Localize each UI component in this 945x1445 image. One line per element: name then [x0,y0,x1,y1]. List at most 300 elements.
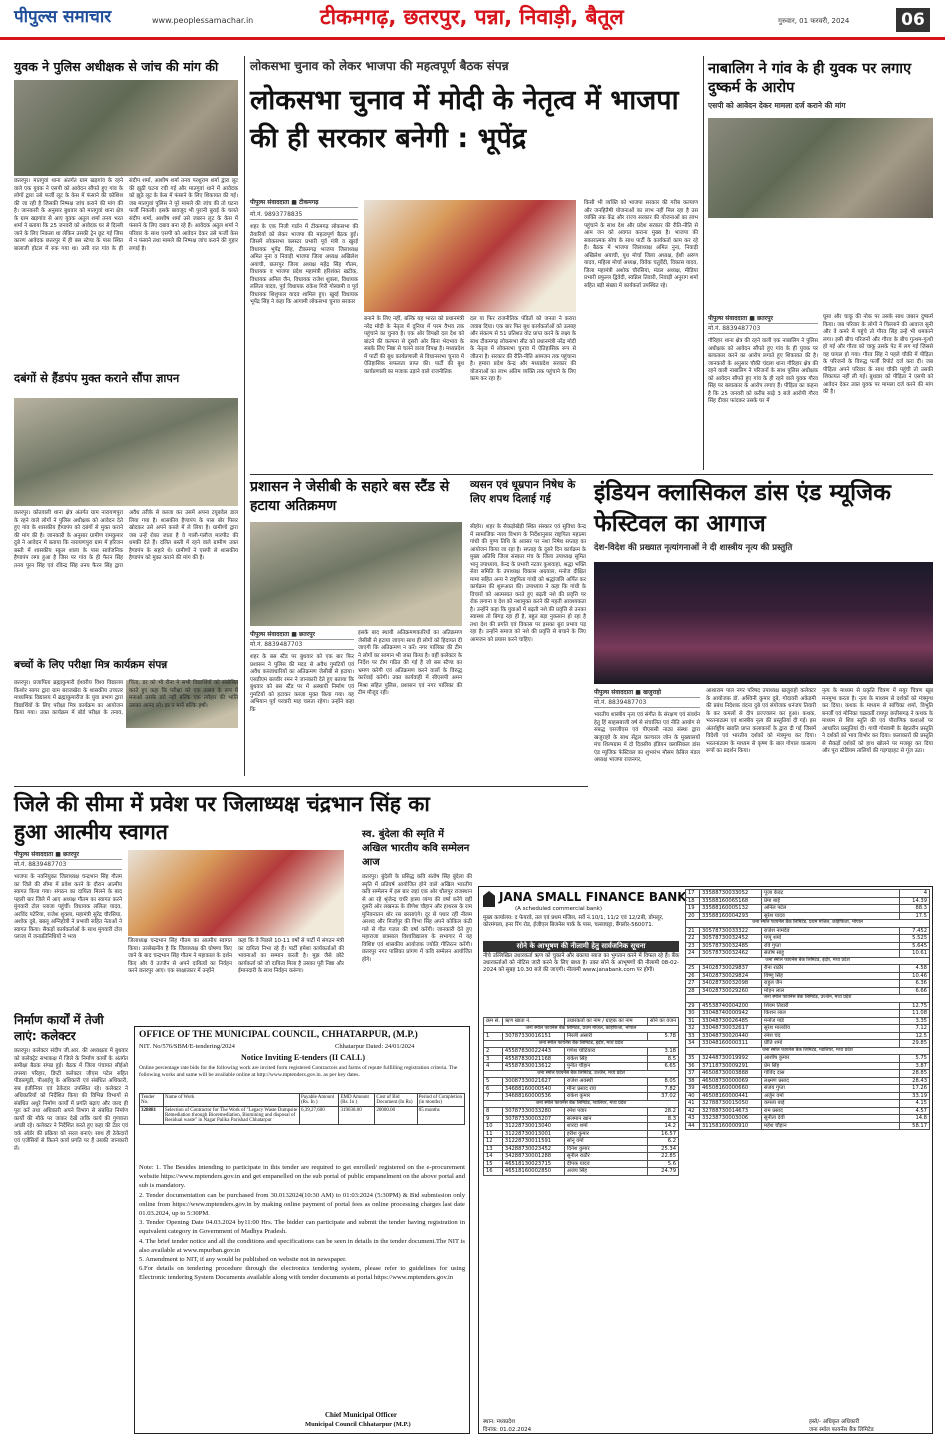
cell: 17.5 [900,912,930,920]
cell: प्रीति शर्मा [762,1040,900,1048]
branch-address: जना स्मॉल फायनेंस बैंक लिमिटेड, प्रथम मंजिल, कोहेफिजा, भोपाल [686,920,930,928]
tender-notes: Note: 1. The Besides intending to participate in this tender are required to get enrolled/ registered on the e-procurement website https://www.mptenders.gov.in and get empanelled on the sub portal of public empanelment on the above portal and sub is mandatory. 2. Tender documentation can be purchased from 30.0132024(10:30 AM) to 01:03:2024 (5:30PM) & Bid submission only online from https://www.mptenders.gov.in by making online payment of portal fees as online processing charges last date 01.03.2024, up to 5:30PM. 3. Tender Opening Date 04.03.2024 by11:00 Hrs. The bidder can participate and submit the tender having registration in equivalent category in Government of Madhya Pradesh. 4. The brief tender notice and all the conditions and specifications can be seen in details in the tender document.The NIT is also available at www.mpurban.gov.in 5. Amendment to NIT, if any would be published on website not in newspaper. 6.For details on tendering procedure through the electronics tendering system, please refer to guidelines for using Electronic tendering System Documents available along with tender documents at portal https://www.mptenders.gov.in [139,1164,465,1282]
tender-notice [134,1026,470,1434]
table-row [686,890,930,898]
cell: 38 [686,1077,700,1085]
cell: किशन लाल [762,1010,900,1018]
branch-row [686,995,930,1003]
cell: 5.75 [900,1055,930,1063]
table-row [686,980,930,988]
cell: 35 [686,1055,700,1063]
cell: 4.15 [900,1100,930,1108]
cell: सुनीता देवी [762,1115,900,1123]
cell: 14.8 [900,1115,930,1123]
cell: राहुल जैन [762,980,900,988]
cell: अनिल पटेल [762,905,900,913]
branch-row [686,920,930,928]
branch-row [484,1070,679,1078]
bank-table-header [484,1018,679,1026]
cell: 30578730032462 [700,950,762,958]
table-row [686,1025,930,1033]
branch-address: जना स्मॉल फायनेंस बैंक लिमिटेड, इंदौर, मध्य प्रदेश [484,1040,679,1048]
kicker: एसपी को आवेदन देकर मामला दर्ज कराने की मांग [708,101,846,110]
cell: 6.66 [900,987,930,995]
cell: अजय सिंह [564,1168,647,1176]
cell: शिवम तिवारी [762,1002,900,1010]
cell: 34688160000540 [502,1085,564,1093]
headline: युवक ने पुलिस अधीक्षक से जांच की मांग की [14,59,219,74]
cell: 33588730033052 [700,890,762,898]
cell: 20000.00 [375,1107,417,1125]
col-header: क्रम सं. [484,1018,503,1026]
cell: 10 [484,1123,503,1131]
mobile-number: मो.नं. 9893778835 [250,210,358,220]
cell: 21 [686,927,700,935]
cell: 18 [686,897,700,905]
cell: 46508160000660 [700,1085,762,1093]
cell: गणेश चोटियारा [564,1048,647,1056]
lead-body-2: बनाने के लिए नहीं, बल्कि यह भारत को प्रधानमंत्री नरेंद्र मोदी के नेतृत्व में दुनिया में परम वैभव तक पहुंचाने का चुनाव है। एक ओर विपक्षी दल देश को बांटने की कल्पना से दूसरी ओर बिना भेदभाव के सबके लिए निष्ठा से चलने वाला विपक्ष है। मध्यप्रदेश में पार्टी की बूथ कार्यप्रणाली से विधानसभा चुनाव में ऐतिहासिक सफलता प्राप्त की। पार्टी की बूथ कार्यप्रणाली का मजाक उड़ाने वाले राजनीतिक [364,316,464,375]
headline: निर्माण कार्यों में तेजी लाएं: कलेक्टर [14,1013,104,1043]
table-row [686,1040,930,1048]
cell: 46518130023715 [502,1160,564,1168]
story-body: छतरपुर। कलेक्टर संदीप जी.आर. की अध्यक्षता में बुधवार को कलेक्ट्रेट सभाकक्ष में जिले के निर्माण कार्यों के अंतर्गत समीक्षा बैठक संपन्न हुई। बैठक में जिला पंचायत सीईओ तपस्या परिहार, डिप्टी कलेक्टर जीएस पटेल सहित पीडब्ल्यूडी, पीआईयू के अधिकारी एवं संबंधित अधिकारी, सब इंजीनियर एवं ठेकेदार उपस्थित रहे। कलेक्टर ने अधिकारियों को निर्देशित किया की विभिन्न विभागों से संबंधित अधूरे निर्माण कार्यों में प्रगति बढ़ाए और जल्द ही पूरा करें तथा अधिकारी अपने विभाग से संबंधित निर्माण कार्यों की मौके पर जाकर देखें ताकि कार्य की गुणवत्ता अच्छी रहे। कलेक्टर ने निर्देशित करते हुए कहा की टेंडर एवं वर्क ऑर्डर की प्रक्रिया को सरल बनाएं। साथ ही ठेकेदारों एवं एजेंसियों से कितने कार्य प्रगति पर हैं उसकी जानकारी लें। [14,1048,128,1152]
headline: नाबालिग ने गांव के ही युवक पर लगाए दुष्कर्म के आरोप [708,61,912,96]
cell: 3.18 [648,1048,679,1056]
story-poet-meet-column [362,828,472,1024]
mobile-number: मो.नं. 8839487703 [250,640,354,650]
section-divider [14,786,588,787]
cell: शारदा शर्मा [564,1123,647,1131]
cell: 27 [686,980,700,988]
tender-title: OFFICE OF THE MUNICIPAL COUNCIL, CHHATARPUR, (M.P.) [139,1030,418,1040]
bank-name: JANA SMALL FINANCE BANK [499,890,687,904]
table-row [484,1078,679,1086]
cell: 20 [686,912,700,920]
table-row [686,935,930,943]
cell: लक्ष्मण प्रसाद [762,1077,900,1085]
cell: 32788730015050 [700,1100,762,1108]
cell: 46508730000069 [700,1077,762,1085]
story-body-2: इसके बाद स्थायी अतिक्रमणकारियों का अतिक्रमण जेसीबी से हटाया जाएगा साथ ही लोगों को हिदायत दी जाएगी कि अतिक्रमण न करें। नगर पालिका की टीम ने लोगों का सामान भी जब्त किया है। वहीं कलेक्टर के निर्देश पर टीम गठित की गई है जो बस स्टैण्ड का भ्रमण करेगी एवं अतिक्रमण करने वालों के विरुद्ध कार्रवाई करेगी। उक्त कार्यवाही में सीएसपी अमन मिश्रा सहित पुलिस, प्रशासन एवं नगर पालिका की टीम मौजूद रही। [358,630,462,696]
header-cell: Name of Work [164,1094,300,1107]
photo-welcome [128,850,344,936]
cell: 16.57 [648,1130,679,1138]
table-row [484,1093,679,1101]
cell: 13 [484,1145,503,1153]
cell: 3 [484,1055,503,1063]
cell: 12 [484,1138,503,1146]
cell: 4.57 [900,1107,930,1115]
cell: 6.65 [648,1063,679,1071]
cell: 37.02 [648,1093,679,1101]
table-row [484,1085,679,1093]
cell: 16 [484,1168,503,1176]
bank-footer-sign-2: जना स्मॉल फायनेंस बैंक लिमिटेड [809,1427,874,1433]
cell: 44 [686,1122,700,1130]
cell: 30 [686,1010,700,1018]
table-row [484,1115,679,1123]
table-row [484,1033,679,1041]
tender-nit: NIT. No/576/SBM/E-tendering/2024 [139,1043,235,1050]
cell: 6,39,27,600 [300,1107,339,1125]
cell: 17.26 [900,1085,930,1093]
cell: सोनू वर्मा [564,1138,647,1146]
bank-auction-notice [478,886,933,1434]
table-row [484,1153,679,1161]
branch-address: जना स्मॉल फायनेंस बैंक लिमिटेड, उज्जैन, मध्य प्रदेश [686,995,930,1003]
cell: 45587830021168 [502,1055,564,1063]
cell: निरली अंसारी [564,1033,647,1041]
story-body-1: भारतीय शास्त्रीय नृत्य एवं संगीत के संरक्षण एवं संवर्धन हेतु हिं साहसबाजी वर्ष से संचालित एवं नीति आयोग से संबद्ध एसजीएस एवं पीएससी नाट्य संस्था द्वारा खजुराहो के साथ सेंट्रल कल्चरल जोन के मुख्यालयों मंच शिल्पग्राम में दो दिवसीय इंडियन क्लासिकल डांस एंड म्यूजिक फेस्टिवल का शुभारंभ मौसम केबिल मंडल अध्यक्ष भाजपा राजनगर, [594,712,700,763]
cell: 31228730013001 [502,1130,564,1138]
branch-address: जना स्मॉल फायनेंस बैंक लिमिटेड, ग्वालियर, मध्य प्रदेश [484,1100,679,1108]
cell: 34028730029837 [700,965,762,973]
cell: 30578730032452 [700,935,762,943]
cell: 11 [484,1130,503,1138]
cell: आशीष कुमार [762,1055,900,1063]
cell: पूजा केवट [762,890,900,898]
cell: 5.6 [648,1160,679,1168]
section-divider [250,474,933,475]
story-minor-allegation [708,60,933,470]
cell: रमेश चंद [762,1032,900,1040]
cell: 05 months [417,1107,464,1125]
cell: 29 [686,1002,700,1010]
branch-address: जना स्मॉल फायनेंस बैंक लिमिटेड, उज्जैन, मध्य प्रदेश [484,1070,679,1078]
column-divider [244,56,245,776]
table-row [686,927,930,935]
cell: 43 [686,1115,700,1123]
cell: मोहन लाल [762,987,900,995]
cell: 33048730032617 [700,1025,762,1033]
cell: 22 [686,935,700,943]
story-body-2: घुसा और चाकू की नोक पर उसके साथ जबरन दुष्कर्म किया। जब परिवार के लोगों ने चिल्लाने की आवाज सुनी और वे कमरे में पहुंचे तो गौरव सिंह उन्हें भी धमकाने लगा। इसी बीच परिजनों और गौरव के बीच गुत्थम-गुत्थी हो गई और गौरव को चाकू उसके पेट में लग गई जिससे वह घायल हो गया। गौरव सिंह ने पहले चौकी में पीड़िता के परिजनों के विरुद्ध फर्जी रिपोर्ट दर्ज करा दी। जब पीड़िता अपने परिवार के साथ चौकी पहुंची तो उसकी शिकायत नहीं ली गई। बुधवार को पीड़िता ने एसपी को आवेदन देकर उक्त युवक पर मामला दर्ज करने की मांग की है। [823,314,933,395]
cell: गोविंद दास [762,1070,900,1078]
table-row [686,1055,930,1063]
cell: 4.58 [900,965,930,973]
cell: 33238730003006 [700,1115,762,1123]
cell: 8 [484,1108,503,1116]
cell: 46518160002850 [502,1168,564,1176]
branch-row [484,1040,679,1048]
cell: 32 [686,1025,700,1033]
cell: 88.3 [900,905,930,913]
cell: 36 [686,1062,700,1070]
photo-villagers [14,398,238,506]
cell: 34688160000536 [502,1093,564,1101]
story-body-2: आशाराम पाल नगर परिषद उपाध्यक्ष खजुराहो कलेक्टर के आयोजक डॉ. अश्विनी कुमार दुबे, गोदावरी अकेडमी की प्रबंध निदेशक वंदना दुबे एवं संयोजक धनंजय तिवारी के कर कमलों से दीप प्रज्ज्वलन कर हुआ। कथक, भरतनाट्यम एवं शास्त्रीय नृत्य की प्रस्तुतियां दी गई। इस अंतर्राष्ट्रीय ख्याति प्राप्त कलाकारों के द्वारा दी गई जिसमें विदेशी एवं भारतीय दर्शकों को मंत्रमुग्ध कर दिया। भरतनाट्यम के माध्यम से कृष्ण के बाल गोपाल वात्सल्य रूपों का प्रदर्शन किया। [706,688,816,754]
cell: 14.39 [900,897,930,905]
bank-table-left [483,1017,679,1176]
branch-row [686,1047,930,1055]
branch-row [484,1025,679,1033]
cell: पप्पू शर्मा [762,935,900,943]
cell: 12.75 [900,1002,930,1010]
headline: इंडियन क्लासिकल डांस एंड म्यूजिक फेस्टिवल का आगाज [594,480,891,537]
cell: 25 [686,965,700,973]
cell: 7.12 [900,1025,930,1033]
cell: 15 [484,1160,503,1168]
bank-notice-body: नीचे उल्लिखित उधारकर्ता ऋण को चुकाने और बकाया ब्याज का भुगतान करने में विफल रहे हैं। बैंक उधारकर्ताओं को नोटिस जारी करने के लिए बाध्य है। उक्त सोने के आभूषणों की नीलामी 08-02-2024 को सुबह 10.30 बजे की जाएगी। नीलामी www.janabank.com पर होगी। [483,953,679,973]
cell: सलमान खान [564,1115,647,1123]
story-body-1: शहर के बस स्टैंड पर बुधवार को एक बार फिर प्रशासन ने पुलिस की मदद से अवैध गुमटियों एवं अवैध कब्जाधारियों का अतिक्रमण जेसीबी से हटाया। एसडीएम बलवीर रमन ने जानकारी देते हुए बताया कि बुधवार को बस स्टैंड पर में अस्थायी निर्माण एवं गुमटियों को हटाकर कब्जा मुक्त किया गया। यह अभियान पूर्व परवारी माह चलता रहेगा। उन्होंने कहा कि [250,654,354,713]
story-collector [14,1012,128,1432]
cell: 4 [900,890,930,898]
cell: 7.452 [900,927,930,935]
cell: संतोष साहू [762,950,900,958]
cell: 33048730020440 [700,1032,762,1040]
tender-table-row [140,1107,465,1125]
cell: दीपक यादव [564,1160,647,1168]
cell: 32448730019992 [700,1055,762,1063]
headline: स्व. बुंदेला की स्मृति में अखिल भारतीय कवि सम्मेलन आज [362,829,470,868]
cell: 5.645 [900,942,930,950]
cell: राजेश नामदेव [762,927,900,935]
bank-office: मुख्य कार्यालय: द फेयरवे, तल एवं प्रथम मंजिल, सर्वे नं.10/1, 11/2 एवं 12/2बी, डोमलूर, कोरमंगला, इनर रिंग रोड, ईजीएल बिजनेस पार्क के पास, चल्लाघट्टा, बैंगलोर-560071. [483,915,664,928]
byline: पीपुल्स संवाददाता ■ छतरपुर [14,850,122,860]
cell: महेश चौहान [762,1122,900,1130]
cell: 1 [484,1033,503,1041]
branch-row [686,957,930,965]
table-row [686,1032,930,1040]
cell: Selection of Contractor for The Work of "Legacy Waste Dumpsite Remediation through Bioremediation, Biomining and disposal of Residual waste" in Nagar Palika Parishad Chhatarpur [164,1107,300,1125]
cell: 2 [484,1048,503,1056]
cell: 11.08 [900,1010,930,1018]
cell: प्रेम सिंह [762,1062,900,1070]
cell: हरीश कुमार [564,1130,647,1138]
cell: संजय गुप्ता [762,1085,900,1093]
cell: सुरेश मालवीय [762,1025,900,1033]
cell: 30087330021627 [502,1078,564,1086]
kicker: देश-विदेश की प्रख्यात नृत्यांगनाओं ने दी शास्त्रीय नृत्य की प्रस्तुति [594,543,793,553]
table-row [686,1062,930,1070]
cell: रीना राठौर [762,965,900,973]
bank-subtitle: (A scheduled commercial bank) [515,906,603,912]
byline: पीपुल्स संवाददाता ■ छतरपुर [708,314,818,324]
table-row [484,1145,679,1153]
cell: 33.19 [900,1092,930,1100]
cell: 28 [686,987,700,995]
cell: 40 [686,1092,700,1100]
cell: 37 [686,1070,700,1078]
cell: 32788730014673 [700,1107,762,1115]
col-header: सोने का वजन [648,1018,679,1026]
cell: 328881 [140,1107,164,1125]
tender-table [139,1093,465,1125]
column-divider [703,56,704,470]
cell: 28.43 [900,1077,930,1085]
cell: 12.5 [900,1032,930,1040]
cell: 17 [686,890,700,898]
photo-family [708,118,933,218]
cell: 3.87 [900,1062,930,1070]
table-row [484,1168,679,1176]
table-row [686,950,930,958]
cell: 6.2 [648,1138,679,1146]
cell: 7 [484,1093,503,1101]
headline: बच्चों के लिए परीक्षा मित्र कार्यक्रम संपन्न [14,659,168,671]
cell: 8.5 [648,1055,679,1063]
cell: 30578730033322 [700,927,762,935]
cell: 45587830022443 [502,1048,564,1056]
cell: 30578730032485 [700,942,762,950]
tender-table-header [140,1094,465,1107]
cell: 8.3 [648,1115,679,1123]
tender-signature: Chief Municipal Officer [325,1411,397,1419]
story-body: सीहोर। शहर के सैकड़ोखेड़ी स्थित संस्कार एवं सुविधा केन्द्र में सामाजिक न्याय विभाग के निर्देशानुसार राष्ट्रपिता महात्मा गांधी की पुण्य तिथि के अवसर पर नशा निषेध सप्ताह का आयोजन किया जा रहा है। सप्ताह के दूसरे दिन कार्यक्रम के मुख्य अतिथि जिला संस्कार मंच के जिला उपाध्यक्ष सुमित भानु उपाध्याय, केन्द्र के प्रभारी नटवर कुशवाहा, श्रद्धा भक्ति सेवा समिति के उपाध्यक्ष विकास अग्रवाल, मनोज दीक्षित मामा सहित अन्य ने राष्ट्रपिता गांधी को श्रद्धांजलि अर्पित कर कार्यक्रम की शुरूआत की। उपाध्याय ने कहा कि गांधी के विचारों को आत्मसात करते हुए बढ़ती नशे की प्रवृत्ति पर रोक लगाना व देश को नशामुक्त करने की महती आवश्यकता है। उन्होंने कहा कि युवाओं में बढ़ती नशे की प्रवृत्ति से उनका स्वास्थ्य तो बिगड़ रहा ही है, बहुत बड़ा नुकसान हो रहा है तथा देश की प्रगति एवं विकास पर इसका बुरा प्रभाव पड़ रहा है। उन्होंने समाज को नशे की प्रवृत्ति से बचाने के लिए आमजन को प्रयास करने चाहिए। [470,524,586,643]
header-cell: EMD Amount (Rs. In ) [339,1094,375,1107]
bank-table-right [685,889,930,1130]
table-row [686,987,930,995]
edition-cities: टीकमगढ़, छतरपुर, पन्ना, निवाड़ी, बैतूल [320,5,624,29]
table-row [686,897,930,905]
cell: 30787330033280 [502,1108,564,1116]
cell: 34 [686,1040,700,1048]
story-body-2: जिलाध्यक्ष चन्द्रभान सिंह गौतम का आत्मीय स्वागत किया। उल्लेखनीय है कि जिलाध्यक्ष की घोषणा किए जाने के बाद चन्द्रभान सिंह गौतम ने महाकाल के दर्शन किए और वे उज्जैन से अपने दायित्वों का निर्वहन करने छतरपुर आए। एक साक्षात्कार में उन्होंने [128,938,232,974]
mobile-number: मो.नं. 8839487703 [708,324,818,334]
story-smoking-pledge [470,478,586,888]
story-body: छतरपुर। प्रजापिता ब्रह्माकुमारी ईश्वरीय विश्व विद्यालय किशोर सागर द्वारा ग्राम बराजखेरा के शासकीय उच्चतर माध्यमिक विद्यालय में ब्रह्माकुमारीज के युवा प्रभाग द्वारा विद्यार्थियों के लिए परीक्षा मित्र कार्यक्रम का आयोजन किया गया। उक्त कार्यक्रम में बोर्ड परीक्षा के तनाव, चिंता, डर को भी रीना ने सभी विद्यार्थियों को संबोधित करते हुए कहा कि परीक्षा को एक उत्सव के रूप में मनाओ उसके डरो नहीं बल्कि एक त्यौहार की भांति उसका आनंद लो। डर न मानें बल्कि हर्षो। [14,680,238,716]
headline: प्रशासन ने जेसीबी के सहारे बस स्टैंड से हटाया अतिक्रमण [250,479,450,514]
story-body: छतरपुर। बुंदेली के प्रसिद्ध कवि संतोष सिंह बुंदेला की स्मृति में प्रतिवर्ष आयोजित होने वाले अखिल भारतीय कवि सम्मेलन में इस बार जहां एक ओर धौलपुर राजस्थान से आ रहे श्रृंजेन्द्र चर्चरे हास्य व्यंग्य की वर्षा करेंगे वहीं दूसरी ओर लखनऊ के वीणेश चौहान और हाथरस के राम मुनिवनातन थोर रस बरसाएंगे। दूर से पधार रहीं नीलम अरशद और मिर्जापुर की विभा सिंह अपने कोकिल कंठी गले से गीत गजल की वर्षा करेंगी। जानकारी देते हुए महाराजा छत्रसाल विश्वविद्यालय के सभागार में यह विशिष्ट एवं शासकीय आयोजक ज्योति गीतिरत्न करेंगी। छतरपुर नगर पालिका प्रांगण में कवि सम्मेलन आयोजित होंगे। [362,874,472,963]
table-row [484,1123,679,1131]
tender-notice-heading: Notice Inviting E-tenders (II CALL) [241,1053,365,1062]
story-body-3: नृत्य के माध्यम से प्रकृति चित्रण में मयूर चित्रण खूब मनमुग्ध करता है। नृत्य के माध्यम से दर्शकों को मंत्रमुग्ध कर दिया। कथक के माध्यम से सांचिका शर्मा, विभूति बनर्जी एवं मोनिका चक्रवर्ती रायपुर छत्तीसगढ़ ने कथक के माध्यम से शिव स्तुति की एवं पौराणिक कथाओं पर आधारित प्रस्तुतियां दी। गायी गोस्वामी के बेहतरीन प्रस्तुति ने दर्शकों को भाव विभोर कर दिया। कलाकारों की प्रस्तुति से सैकड़ों दर्शकों को हाथ खोलने पर मजबूर कर दिया और पूरा स्टेडियम तालियों की गड़गड़ाहट से गूंज उठा। [822,688,933,754]
cell: 28.2 [648,1108,679,1116]
byline [250,198,358,208]
cell: 34288730001288 [502,1153,564,1161]
branch-address: जना स्मॉल फायनेंस बैंक लिमिटेड, प्रथम मंजिल, कोहेफिजा, भोपाल [484,1025,679,1033]
cell: 5.78 [648,1033,679,1041]
cell: दिनेश कुमार [564,1145,647,1153]
story-body: छतरपुर। मातगुवां थाना अंतर्गत ग्राम खड़गांव के रहने वाले एक युवक ने एसपी को आवेदन सौंपते हुए गांव के लोगों द्वारा उसे फर्जी लूट के केस में फंसाने की कोशिश की जा रही है जिसकी निष्पक्ष जांच कराने की मांग की है। जानकारी के अनुसार बुधवार को मातगुवां थाना क्षेत्र के ग्राम खड़गांव से आए युवक अतुल शर्मा तनय भरत शर्मा ने बताया कि 25 जनवरी को आवेदक घर से दिल्ली जाने के लिए निकला था लेकिन उसकी ट्रेन छूट गई जिस कारण आवेदक छतरपुर में ही बस स्टेण्ड के पास स्थित बालाजी होटल में रुक गया था। उसी रात गांव के ही संदीप शर्मा, आशीष शर्मा तनय परशुराम शर्मा द्वारा लूट की झूठी घटना रची गई और मातगुवां थाने में आवेदक को झूठे लूट के केस में फंसाने के लिए शिकायत की गई। जब मातगुवां पुलिस ने पूरे मामले की जांच की तो घटना फर्जी निकली। इसके बावजूद भी पुरानी बुराई के चलते संदीप शर्मा, आशीष शर्मा उसे जबरन लूट के केस में फंसाने के लिए दबाव बना रहे हैं। आवेदक अतुल शर्मा ने परिवार के साथ एसपी को आवेदन देकर उसे फर्जी केस में न फंसाने तथा मामले की निष्पक्ष जांच कराने की गुहार लगाई है। [14,178,238,252]
branch-address: जना स्मॉल फायनेंस बैंक लिमिटेड, इंदौर, मध्य प्रदेश [686,957,930,965]
bank-footer-place: स्थान: मध्यप्रदेश [483,1419,515,1425]
lead-body-1: शहर के एक निजी गार्डन में टीकमगढ़ लोकसभा की तैयारियों को लेकर भाजपा की महत्वपूर्ण बैठक हुई। जिसमें लोकसभा क्लस्टर प्रभारी पूर्व मंत्री व खुरई विधायक भूपेंद्र सिंह, टीकमगढ़ भाजपा जिलाध्यक्ष अमित नुना व निवाड़ी भाजपा जिला अध्यक्ष अखिलेश अयाची, छतरपुर जिला अध्यक्ष महेंद्र सिंह गौतम, विधायक व भाजपा प्रदेश महामंत्री हरिशंकर खटीक, विधायक अनिल जैन, विधायक राजेश शुक्ला, विधायक ललिता यादव, पूर्व विधायक राकेश गिरी गोस्वामी व पूर्व विधायक शिशुपाल यादव शामिल हुए। खुरई विधायक भूपेंद्र सिंह ने कहा कि आगामी लोकसभा चुनाव सरकार [250,224,358,305]
cell: 34028730029260 [700,987,762,995]
cell: 319638.00 [339,1107,375,1125]
cell: 33588160065168 [700,897,762,905]
lead-body-3: दल या फिर राजनीतिक पंडितों को जनता ने करारा जवाब दिया। एक बार फिर बूथ कार्यकर्ताओं को उत्साह और संकल्प से 51 प्रतिशत वोट प्राप्त करने के लक्ष्य के साथ टीकमगढ़ लोकसभा सीट को प्रधानमंत्री नरेंद्र मोदी के नेतृत्व में लोकसभा चुनाव में ऐतिहासिक रूप से जीतना है। सरकार की रीति-नीति आमजन तक पहुंचाना है। हमारा प्रदेश केन्द्र और मध्यप्रदेश सरकार की योजनाओं का लाभ अंतिम व्यक्ति तक पहुंचाने के लिए काम कर रहा है। [470,316,576,382]
cell: रवि गुप्ता [762,942,900,950]
cell: 14 [484,1153,503,1161]
cell: राकेश कुमार [564,1093,647,1101]
cell: 14.2 [648,1123,679,1131]
mobile-number: मो.नं. 8839487703 [14,860,122,870]
story-youth-complaint [14,60,238,368]
mobile-number: मो.नं. 8839487703 [594,698,700,708]
table-row [484,1048,679,1056]
cell: 10.61 [900,950,930,958]
cell: 33048740000942 [700,1010,762,1018]
cell: 34028730029824 [700,972,762,980]
byline: पीपुल्स संवाददाता ■ छतरपुर [250,630,354,640]
story-body: छतरपुर। कोतवाली थाना क्षेत्र अंतर्गत ग्राम नारायणपुरा के रहने वाले लोगों ने पुलिस अधीक्षक को आवेदन देते हुए गांव के शासकीय हैण्डपंप को दबंगों से मुक्त कराने की मांग की है। जानकारी के अनुसार ग्रामीण रामकुमार दुबे ने आवेदन में बताया कि नारायणपुरा ग्राम में हरिजन बस्ती में शासकीय स्कूल शाला के पास सार्वजनिक हैण्डपंप लगा हुआ है जिस पर गांव के ही फैरन सिंह तनय पूरन सिंह एवं रविन्द्र सिंह तनय फैरन सिंह द्वारा अवैध तरीके से कब्जा कर उसमें अपना टयूबवेल डाल लिया गया है। शासकीय हैण्डपंप के पास बोर पिलर खोदकर उसे अपने कब्जे में ले लिया है। ग्रामीणों द्वारा जब उन्हें रोका जाता है वे गाली-गलौज मारपीट की धमकी देते हैं। दलित बस्ती में रहने वाले ग्रामीण उक्त हैण्डपंप के सहारे थे। ग्रामीणों ने एसपी से शासकीय हैण्डपंप को मुक्त कराने की मांग की है। [14,510,238,569]
website-url[interactable]: www.peoplessamachar.in [152,16,254,25]
cell: 29.85 [900,1040,930,1048]
cell: सुरेश यादव [762,912,900,920]
photo-youth-group [14,80,238,176]
cell: 31 [686,1017,700,1025]
cell: 24.79 [648,1168,679,1176]
table-row [686,1100,930,1108]
cell: 46508730003888 [700,1070,762,1078]
cell: विष्णु सिंह [762,972,900,980]
cell: 9 [484,1115,503,1123]
cell: 22.85 [648,1153,679,1161]
header-cell: Cost of Bid Document (In Rs) [375,1094,417,1107]
cell: 8.05 [648,1078,679,1086]
table-row [686,1017,930,1025]
cell: 33588160005132 [700,905,762,913]
byline-text: पीपुल्स संवाददाता ■ टीकमगढ़ [250,199,319,206]
table-row [686,1085,930,1093]
cell: राजेश अवस्थी [564,1078,647,1086]
table-row [484,1160,679,1168]
cell: 25.34 [648,1145,679,1153]
cell: 30787330016151 [502,1033,564,1041]
table-row [686,965,930,973]
table-row [686,1010,930,1018]
header-cell: Period of Completion (in months) [417,1094,464,1107]
header-cell: Tender No. [140,1094,164,1107]
table-row [484,1108,679,1116]
cell: 33588160004293 [700,912,762,920]
table-row [686,905,930,913]
cell: 33048730026485 [700,1017,762,1025]
tender-dated: Chhatarpur Dated: 24/01/2024 [335,1043,415,1050]
table-row [686,972,930,980]
cell: 31228730013040 [502,1123,564,1131]
cell: पुनीत चौहान [564,1063,647,1071]
col-header: ऋण खाता नं. [502,1018,564,1026]
issue-date: गुरुवार, 01 फरवरी, 2024 [778,17,850,25]
tender-signature-2: Municipal Council Chhatarpur (M.P.) [305,1421,411,1428]
cell: 19 [686,905,700,913]
cell: प्रेमा बाई [762,897,900,905]
bank-footer-date: दिनांक: 01.02.2024 [483,1427,532,1433]
page-number: 06 [896,8,930,32]
story-body-1: गौरिहार थाना क्षेत्र की रहने वाली एक नाबालिग ने पुलिस अधीक्षक को आवेदन सौंपते हुए गांव के ही युवक पर बलात्कार करने का आरोप लगाते हुए शिकायत की है। जानकारी के अनुसार चौकी चंदला थाना गौरिहार क्षेत्र की रहने वाली नाबालिग ने परिजनों के साथ पुलिस अधीक्षक को आवेदन सौंपते हुए गांव के ही रहने वाले युवक गौरव सिंह पर बलात्कार के आरोप लगाए हैं। पीड़िता का कहना है कि 25 जनवरी को करीब साढ़े 3 बजे आरोपी गौरव सिंह दीवार फांदकर उसके घर में [708,338,818,404]
cell: 6 [484,1085,503,1093]
cell: मीना प्रसाद राय [564,1085,647,1093]
cell: मनोज पांडे [762,1017,900,1025]
cell: अर्जुन वर्मा [762,1092,900,1100]
story-exam-friend [14,660,238,782]
tender-intro: Online percentage rate bids for the following work are invited form registered Contractors and farms of repute fulfilling registration criteria. The following works and same will be available online at http://www.mptenders.gov.in. as per key dates. [139,1065,458,1078]
cell: 30787330003207 [502,1115,564,1123]
bank-notice-title: सोने के आभूषण की नीलामी हेतु सार्वजनिक सूचना [483,941,679,952]
cell: 3.35 [900,1017,930,1025]
story-encroachment [250,478,462,770]
cell: 26 [686,972,700,980]
table-row [484,1130,679,1138]
cell: 34028730032098 [700,980,762,988]
story-body-3: कहा कि वे पिछले 10-11 वर्षों से पार्टी में संगठन मंत्री का दायित्व निभा रहे हैं। पार्टी हमेशा कार्यकर्ताओं की भावनाओं का सम्मान करती है। मुझ जैसे छोटे कार्यकर्ता को जो दायित्व मिला है उसका पूरी निष्ठा और ईमानदारी के साथ निर्वहन करूंगा। [238,938,344,974]
story-body-1: भाजपा के नवनियुक्त जिलाध्यक्ष चन्द्रभान सिंह गौतम का जिले की सीमा में प्रवेश करने के दौरान आत्मीय स्वागत किया गया। संगठन का दायित्व मिलने के बाद पहली बार जिले में आए अध्यक्ष गौतम का स्वागत करने मुंगवारी टोल प्लाजा पहुंचीं। विधायक ललिता यादव, अरविंद पटेरिया, राजेश शुक्ला, महामंत्री सुरेंद्र चौरसिया, अशोक दुबे, बबलू अग्निहोत्री ने प्रभावी सहित नेताओं ने स्वागत किया। सैकड़ों कार्यकर्ताओं के साथ मुंगवारी टोल प्लाजा में जनप्रतिनिधियों ने भव्य [14,874,122,940]
cell: 5.525 [900,935,930,943]
cell: 33 [686,1032,700,1040]
photo-dance-performance [594,562,933,684]
cell: 6.36 [900,980,930,988]
branch-row [484,1100,679,1108]
table-row [686,912,930,920]
lead-body-4: किसी भी व्यक्ति को भाजपा सरकार की गरीब कल्याण और जनहितैषी योजनाओं का लाभ नहीं मिल रहा है उस व्यक्ति तक केंद्र और राज्य सरकार की योजनाओं का लाभ पहुंचाने के साथ देश और प्रदेश सरकार की रीति-नीति से आम जन को अवगत कराना मुख्य है। भाजपा की सकारात्मक सोच के साथ पार्टी के कार्यकर्ता काम कर रहे हैं। बैठक में भाजपा जिलाध्यक्ष अमित नुना, निवाड़ी अखिलेश अयाची, यूथ मोर्चा जिला अध्यक्ष, ईशी अरुण यादव, महिला मोर्चा अध्यक्ष, विवेक चतुर्वेदी, विकास यादव, जिला महामंत्री अशोक चौरसिया, मंडल अध्यक्ष, मीडिया प्रभारी प्रफुल्ल द्विवेदी, स्वप्निल तिवारी, निवाड़ी अनुराग शर्मा सहित बड़ी संख्या में कार्यकर्ता उपस्थित रहे। [584,200,698,289]
newspaper-logo: पीपुल्स समाचार [14,7,112,27]
branch-address: जना स्मॉल फायनेंस बैंक लिमिटेड, ग्वालियर, मध्य प्रदेश [686,1047,930,1055]
photo-bjp-meeting [364,200,576,312]
